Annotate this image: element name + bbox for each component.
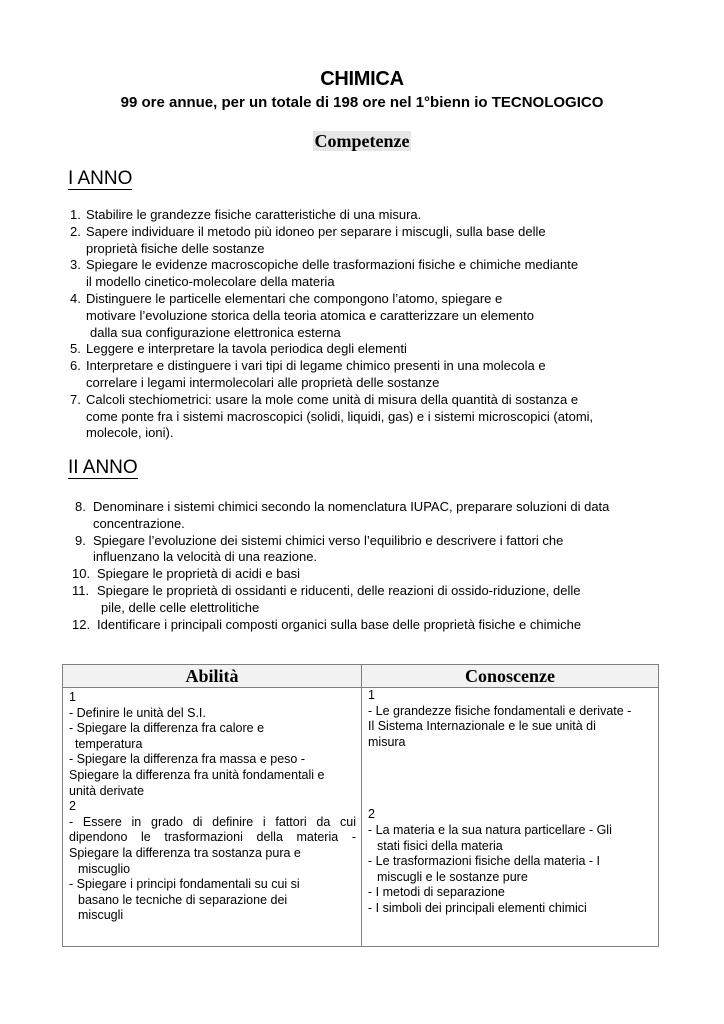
item-number: 7.: [70, 391, 81, 407]
table-line: - I metodi di separazione: [368, 885, 505, 900]
item-line: il modello cinetico-molecolare della materia: [86, 274, 335, 290]
item-number: 3.: [70, 257, 81, 273]
item-line: Stabilire le grandezze fisiche caratteristiche di una misura.: [86, 207, 422, 222]
table-line: - Definire le unità del S.I.: [69, 705, 206, 720]
table-line: - Spiegare la differenza fra calore e: [69, 721, 265, 736]
item-line: Interpretare e distinguere i vari tipi di legame chimico presenti in una molecola e: [86, 358, 546, 374]
competenze-heading: [0, 131, 724, 152]
list-item: [70, 257, 660, 291]
item-line: dalla sua configurazione elettronica esterna: [90, 324, 341, 340]
item-number: 4.: [70, 290, 81, 306]
list-item: [70, 224, 660, 258]
item-line: correlare i legami intermolecolari alle proprietà delle sostanze: [86, 374, 440, 390]
year2-heading-text: II ANNO: [68, 457, 138, 478]
table-line: - I simboli dei principali elementi chimici: [368, 900, 587, 915]
conoscenze-cell: [362, 688, 659, 947]
item-line: Spiegare le proprietà di acidi e basi: [97, 566, 301, 582]
abilita-conoscenze-table: [62, 664, 659, 947]
table-line: misura: [368, 734, 406, 749]
year1-heading-text: I ANNO: [68, 168, 133, 189]
item-number: 6.: [70, 358, 81, 374]
table-line: stati fisici della materia: [377, 838, 503, 853]
item-line: Denominare i sistemi chimici secondo la nomenclatura IUPAC, preparare soluzioni di data: [93, 499, 610, 514]
item-line: pile, delle celle elettrolitiche: [101, 599, 260, 615]
spacer: [368, 750, 653, 807]
item-line: proprietà fisiche delle sostanze: [86, 240, 265, 256]
document-subtitle: 99 ore annue, per un totale di 198 ore nel 1°bienn io TECNOLOGICO: [120, 94, 604, 111]
item-line: molecole, ioni).: [86, 425, 174, 441]
table-line: miscuglio: [78, 861, 131, 876]
item-number: 8.: [75, 499, 86, 514]
item-line: Sapere individuare il metodo più idoneo per separare i miscugli, sulla base delle: [86, 223, 546, 239]
table-line: Spiegare la differenza tra sostanza pura e: [69, 845, 301, 860]
item-line: Spiegare le evidenze macroscopiche delle trasformazioni fisiche e chimiche mediante: [86, 257, 579, 273]
table-line: - Spiegare i principi fondamentali su cui si: [69, 877, 300, 892]
year1-heading: [68, 168, 132, 190]
table-line: 1: [368, 688, 375, 702]
year2-heading: [68, 457, 138, 479]
item-number: 12.: [72, 616, 91, 632]
list-item: [72, 566, 662, 583]
list-item: [70, 207, 660, 224]
table-line: 2: [69, 799, 76, 814]
table-line: - Le trasformazioni fisiche della materia - I: [368, 854, 601, 869]
item-line: Distinguere le particelle elementari che compongono l’atomo, spiegare e: [86, 290, 503, 306]
item-line: Spiegare l’evoluzione dei sistemi chimici verso l’equilibrio e descrivere i fattori che: [93, 532, 564, 548]
item-number: 1.: [70, 207, 81, 222]
item-line: Spiegare le proprietà di ossidanti e riducenti, delle reazioni di ossido-riduzione, delle: [97, 582, 581, 598]
list-item: [72, 617, 662, 634]
item-number: 9.: [75, 532, 86, 548]
item-line: Calcoli stechiometrici: usare la mole come unità di misura della quantità di sostanza e: [86, 391, 579, 407]
table-line: - Spiegare la differenza fra massa e peso -: [69, 752, 306, 767]
table-line: - La materia e la sua natura particellare - Gli: [368, 822, 612, 837]
table-line: 2: [368, 807, 375, 822]
item-number: 11.: [72, 582, 90, 598]
abilita-header: Abilità: [63, 665, 362, 688]
table-line: Il Sistema Internazionale e le sue unità di: [368, 719, 596, 734]
table-line: 1: [69, 690, 76, 704]
item-line: Leggere e interpretare la tavola periodica degli elementi: [86, 341, 407, 357]
document-title: CHIMICA: [320, 68, 404, 90]
table-line: basano le tecniche di separazione dei: [78, 892, 288, 907]
item-number: 2.: [70, 223, 81, 239]
year1-competences-list: [70, 207, 660, 442]
list-item: [70, 392, 660, 442]
table-line: temperatura: [75, 736, 143, 751]
list-item: [72, 533, 662, 567]
abilita-cell: [63, 688, 362, 947]
item-number: 5.: [70, 341, 81, 357]
list-item: [72, 499, 662, 533]
list-item: [72, 583, 662, 617]
year2-competences-list: [72, 499, 662, 633]
item-line: concentrazione.: [93, 515, 185, 531]
table-line: - Le grandezze fisiche fondamentali e derivate -: [368, 703, 632, 718]
list-item: [70, 291, 660, 341]
list-item: [70, 358, 660, 392]
competenze-heading-text: Competenze: [314, 131, 410, 151]
table-line: miscugli: [78, 908, 124, 923]
table-line: dipendono le trasformazioni della materia -: [69, 830, 356, 845]
table-line: Spiegare la differenza fra unità fondamentali e: [69, 767, 325, 782]
table-line: - Essere in grado di definire i fattori da cui: [69, 814, 356, 829]
item-line: influenzano la velocità di una reazione.: [93, 549, 318, 565]
item-number: 10.: [72, 566, 91, 582]
item-line: come ponte fra i sistemi macroscopici (solidi, liquidi, gas) e i sistemi microscopici (atomi,: [86, 408, 594, 424]
table-line: unità derivate: [69, 783, 145, 798]
conoscenze-header: Conoscenze: [362, 665, 659, 688]
list-item: [70, 341, 660, 358]
item-line: Identificare i principali composti organici sulla base delle proprietà fisiche e chimiche: [97, 616, 582, 632]
table-line: miscugli e le sostanze pure: [377, 869, 528, 884]
item-line: motivare l’evoluzione storica della teoria atomica e caratterizzare un elemento: [86, 307, 534, 323]
